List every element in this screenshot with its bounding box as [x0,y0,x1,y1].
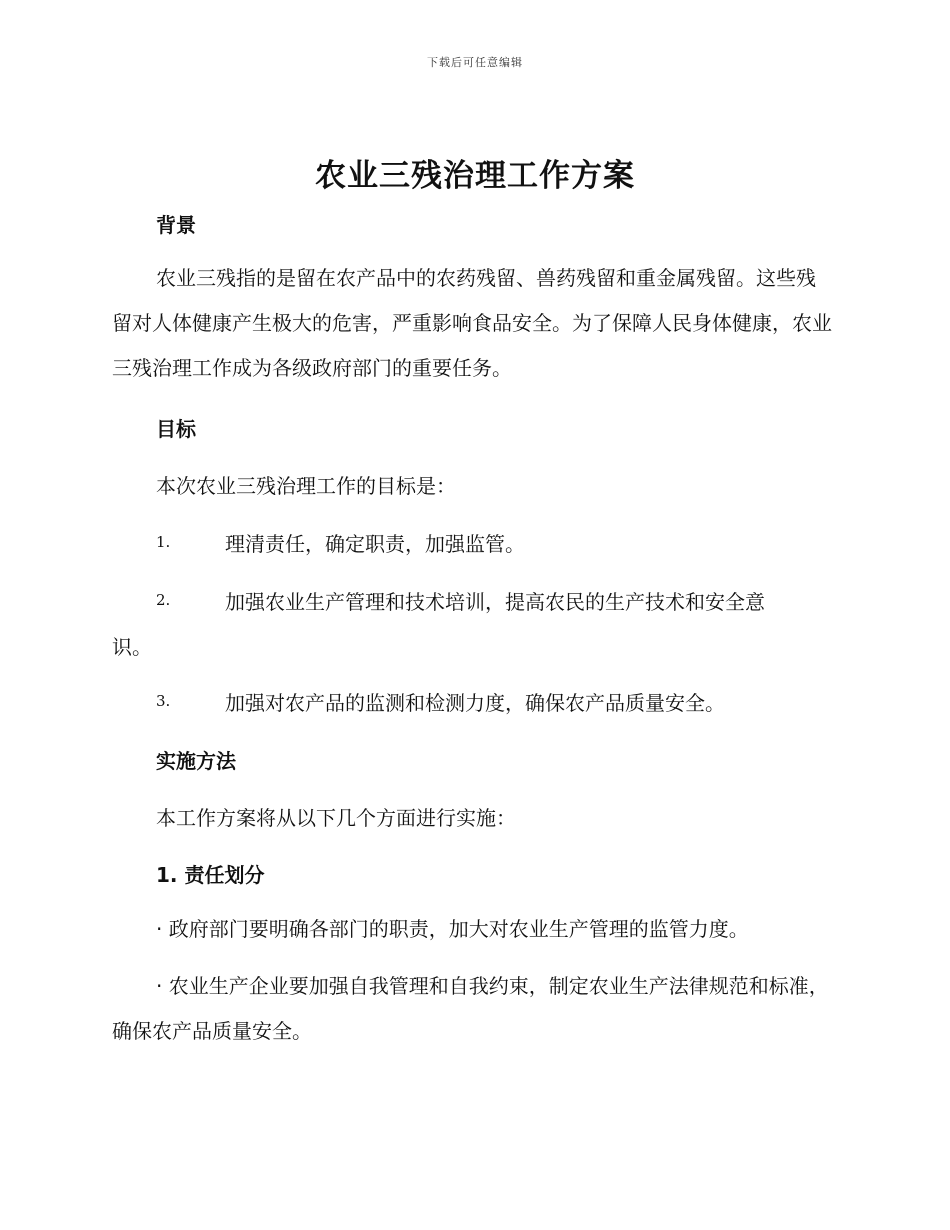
goal-number-1: 1. [156,533,171,551]
goal-item-2-continuation: 识。 [112,635,152,659]
goal-item-2: 加强农业生产管理和技术培训，提高农民的生产技术和安全意 [225,590,765,614]
methods-intro: 本工作方案将从以下几个方面进行实施： [156,806,516,830]
bullet-item-2: · 农业生产企业要加强自我管理和自我约束，制定农业生产法律规范和标准，确保农产品质量安全。 [112,974,829,1043]
goal-item-1: 理清责任，确定职责，加强监管。 [225,532,525,556]
goal-number-3: 3. [156,692,171,710]
goal-item-3: 加强对农产品的监测和检测力度，确保农产品质量安全。 [225,691,725,715]
section-heading-goals: 目标 [156,417,196,441]
bullet-item-1: · 政府部门要明确各部门的职责，加大对农业生产管理的监管力度。 [156,917,749,941]
goal-number-2: 2. [156,591,171,609]
document-title: 农业三残治理工作方案 [315,158,635,194]
goals-intro: 本次农业三残治理工作的目标是： [156,474,456,498]
section-heading-background: 背景 [156,213,196,237]
page-header-note: 下载后可任意编辑 [427,56,523,69]
background-paragraph: 农业三残指的是留在农产品中的农药残留、兽药残留和重金属残留。这些残留对人体健康产生极大的危害，严重影响食品安全。为了保障人民身体健康，农业三残治理工作成为各级政府部门的重要任务。 [112,266,832,380]
section-heading-methods: 实施方法 [156,749,236,773]
subsection-heading-responsibility: 1. 责任划分 [156,863,265,887]
